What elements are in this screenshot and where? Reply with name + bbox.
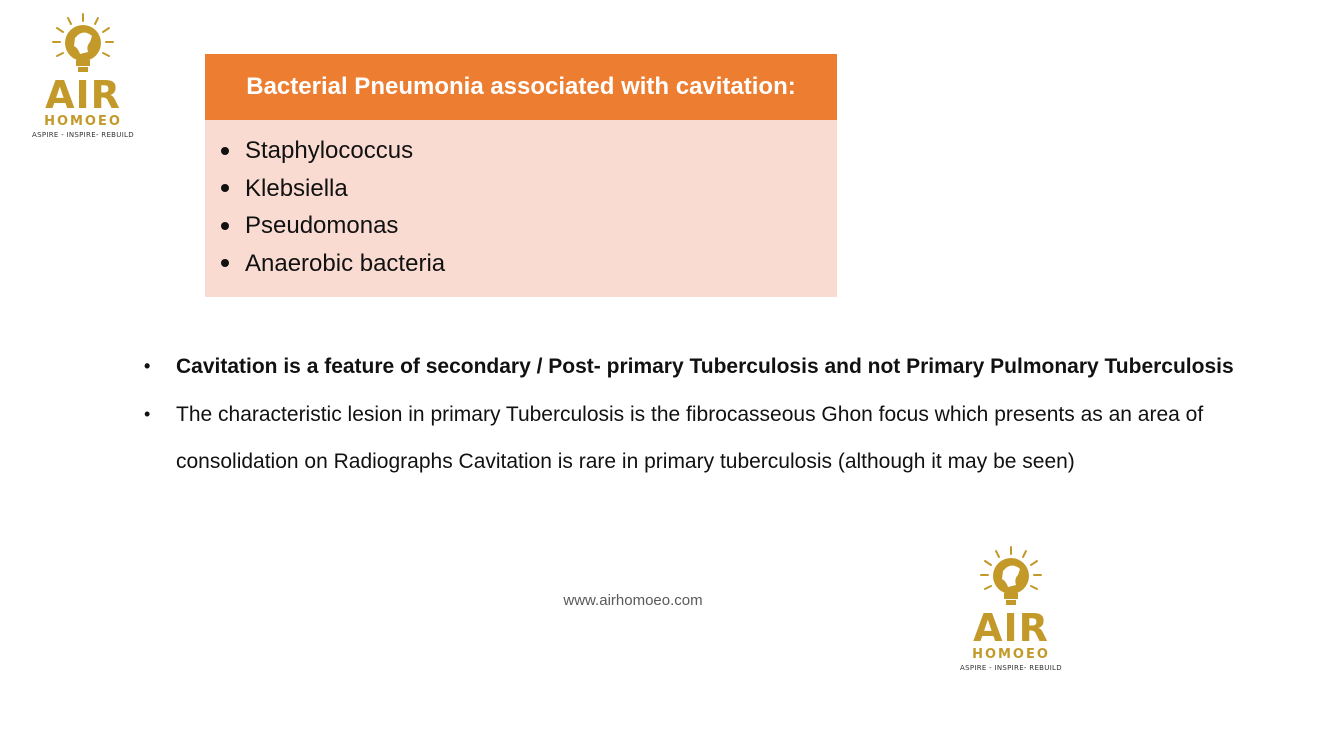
bullet-icon: [221, 222, 229, 230]
air-homoeo-logo: [956, 545, 1066, 680]
logo-air-text: AIR: [45, 73, 121, 117]
list-item: [219, 245, 837, 283]
lightbulb-head-icon: [28, 12, 138, 78]
bullet-icon: •: [144, 356, 151, 376]
info-box-header: Bacterial Pneumonia associated with cavitation:: [205, 54, 837, 120]
bullet-text: Cavitation is a feature of secondary / Post- primary Tuberculosis and not Primary Pulmonary Tuberculosis: [176, 355, 1234, 378]
website-url: www.airhomoeo.com: [563, 592, 703, 609]
main-bullet-list: [140, 343, 1275, 486]
logo-homoeo-text: HOMOEO: [44, 114, 122, 129]
bullet-icon: [221, 147, 229, 155]
list-item-label: Pseudomonas: [245, 212, 399, 239]
bullet-point: [140, 343, 1275, 391]
logo-tagline: ASPIRE - INSPIRE- REBUILD: [32, 131, 134, 139]
list-item-label: Anaerobic bacteria: [245, 249, 446, 277]
list-item: [219, 170, 837, 208]
cavitation-info-box: [205, 54, 837, 297]
list-item-label: Klebsiella: [245, 174, 348, 202]
bullet-icon: [221, 184, 229, 192]
bullet-icon: [221, 259, 229, 267]
bacteria-list: [205, 120, 837, 282]
logo-homoeo-text: HOMOEO: [972, 647, 1050, 662]
air-homoeo-logo: [28, 12, 138, 147]
logo-air-text: AIR: [973, 606, 1049, 650]
bullet-text: The characteristic lesion in primary Tuberculosis is the fibrocasseous Ghon focus which presents as an area of consolidation on Radiographs Cavitation is rare in primary tuberculosis (although it may be seen): [176, 402, 1204, 473]
list-item-label: Staphylococcus: [245, 137, 414, 164]
list-item: [219, 207, 837, 245]
logo-tagline: ASPIRE - INSPIRE- REBUILD: [960, 664, 1062, 672]
lightbulb-head-icon: [956, 545, 1066, 611]
bullet-point: [140, 391, 1275, 486]
list-item: [219, 132, 837, 170]
bullet-icon: •: [144, 403, 151, 424]
